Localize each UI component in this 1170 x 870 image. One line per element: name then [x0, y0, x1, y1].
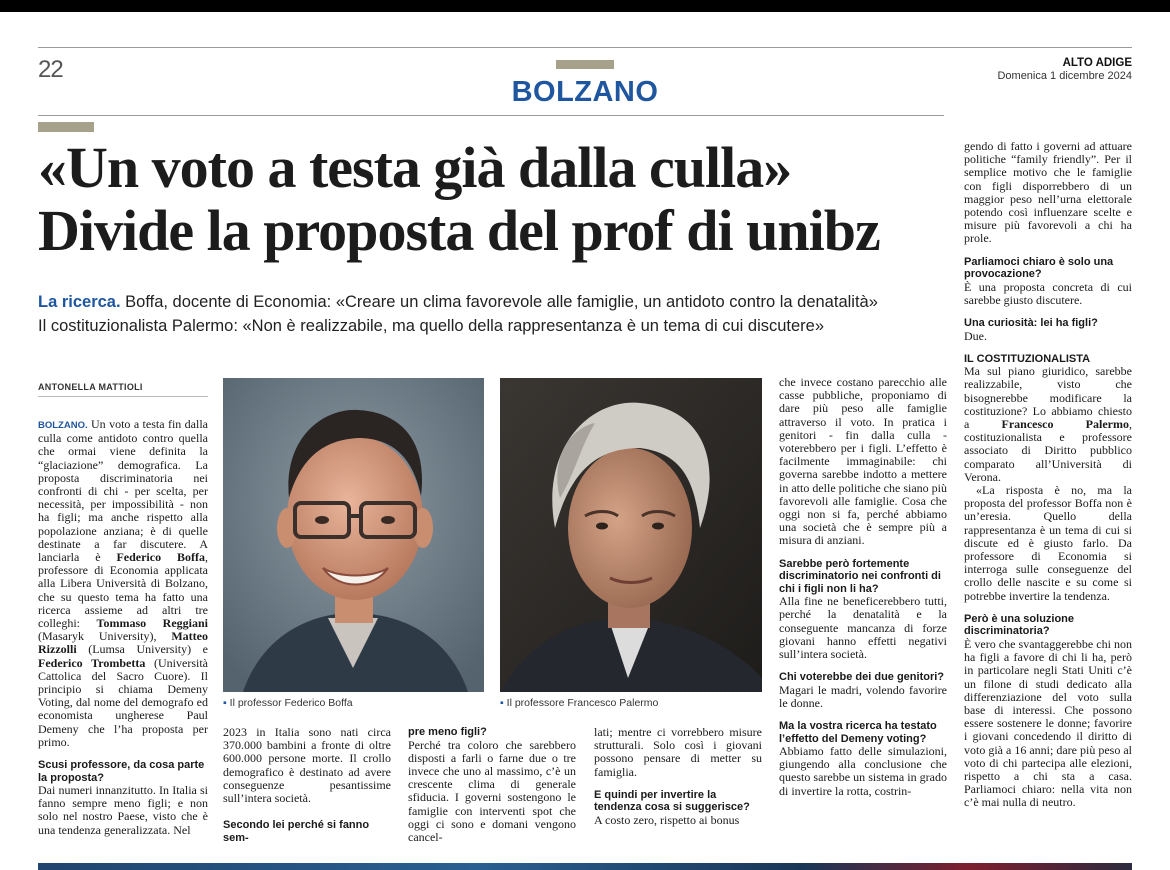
byline: ANTONELLA MATTIOLI	[38, 382, 208, 397]
paper-masthead	[997, 57, 1132, 83]
top-black-bar	[0, 0, 1170, 12]
column-5	[779, 376, 947, 798]
question: E quindi per invertire la tendenza cosa si suggerisce?	[594, 788, 750, 814]
body-text: lati; mentre ci vorrebbero misure strutturali. Solo così i giovani possono pensare di metter su famiglia.	[594, 725, 762, 779]
photo-francesco-palermo	[500, 378, 762, 692]
question: Però è una soluzione discriminatoria?	[964, 612, 1075, 638]
dateline: BOLZANO.	[38, 420, 88, 431]
answer: È una proposta concreta di cui sarebbe giusto discutere.	[964, 279, 1132, 307]
headline-line-1: «Un voto a testa già dalla culla»	[38, 135, 792, 200]
caption-boffa	[223, 697, 353, 709]
answer: Magari le madri, volendo favorire le donne.	[779, 682, 947, 710]
kicker-bar	[38, 122, 94, 132]
answer: Alla fine ne beneficerebbero tutti, perché la denatalità e la conseguente mancanza di forze giovani hanno effetti negativi sull’intera società.	[779, 594, 947, 661]
answer: È vero che svantaggerebbe chi non ha figli a favore di chi li ha, però in particolare negli Stati Uniti c’è un filone di studi dedicato alla differenziazione del voto sulla base di interessi. Che possono essere sostenere le donne; favorire i giovani concedendo il diritto di voto già a 16 anni; dare più peso al voto di chi partecipa alle elezioni, rispetto a chi sta a casa. Parliamoci chiaro: nella vita non c’è mai nulla di neutro.	[964, 636, 1132, 810]
quote-text: «La risposta è no, ma la proposta del professor Boffa non è un’eresia. Quello della rappresentanza è un tema di cui si discute ed è giusto farlo. Da professore di Economia si interroga sulle conseguenze del crollo delle nascite e su come si potrebbe invertire la tendenza.	[964, 483, 1132, 603]
subheadline-line-1: Boffa, docente di Economia: «Creare un clima favorevole alle famiglie, un antidoto contro la denatalità»	[125, 293, 878, 311]
answer: Perché tra coloro che sarebbero disposti a farli o farne due o tre invece che uno al massimo, c’è un crescente clima di generale sfiducia. I governi sostengono le famiglie con interventi spot che oggi ci sono e domani vengono cancel-	[408, 737, 576, 844]
headline	[38, 136, 953, 262]
body-text: 2023 in Italia sono nati circa 370.000 bambini a fronte di oltre 600.000 persone morte. Il crollo demografico è destinato ad avere conseguenze pesantissime sull’intera società.	[223, 725, 391, 806]
answer: Abbiamo fatto delle simulazioni, giungendo alla conclusione che questo sarebbe un sistema in grado di invertire la rotta, costrin-	[779, 744, 947, 798]
body-text: Ma sul piano giuridico, sarebbe realizzabile, visto che bisognerebbe modificare la costituzione? Lo abbiamo chiesto a	[964, 364, 1132, 432]
body-text: (Università Cattolica del Sacro Cuore). Il principio si chiama Demeny Voting, dal nome del demografo ed economista ungherese Paul Demeny che l’ha proposta per primo.	[38, 655, 208, 749]
section-bar	[556, 60, 614, 69]
question: Ma la vostra ricerca ha testato l’effetto del Demeny voting?	[779, 720, 937, 745]
answer: Dai numeri innanzitutto. In Italia si fanno sempre meno figli; e non solo nel nostro Paese, visto che è una tendenza generalizzata. Nel	[38, 783, 208, 837]
page-number: 22	[38, 56, 63, 83]
question: pre meno figli?	[408, 726, 487, 738]
body-text: Un voto a testa fin dalla culla come antidoto contro quella che ormai viene definita la “glaciazione” demografica. La proposta discriminatoria nei confronti di chi - per scelta, per necessità, per impossibilità - non ha figli; ma anche rispetto alla popolazione anziana; è di quelle destinate a far discutere. A lanciarla è	[38, 417, 208, 565]
subsection-heading: IL COSTITUZIONALISTA	[964, 352, 1091, 365]
column-2	[223, 726, 391, 844]
portrait-boffa-illustration	[223, 378, 484, 692]
name-boffa: Federico Boffa	[116, 550, 205, 565]
question: Sarebbe però fortemente discriminatorio nei confronti di chi i figli non li ha?	[779, 557, 941, 595]
subheadline-label: La ricerca.	[38, 293, 121, 311]
body-text: (Masaryk University),	[38, 629, 172, 644]
subheadline	[38, 290, 953, 338]
body-text: , costituzionalista e professore associato di Diritto pubblico comparato all’Università di Verona.	[964, 417, 1132, 484]
photo-federico-boffa	[223, 378, 484, 692]
name-reggiani: Tommaso Reggiani	[96, 616, 208, 631]
column-3	[408, 726, 576, 844]
bottom-ad-strip	[38, 863, 1132, 870]
column-4	[594, 726, 762, 827]
column-1	[38, 418, 208, 837]
question: Parliamoci chiaro è solo una provocazione?	[964, 255, 1114, 281]
headline-line-2: Divide la proposta del prof di unibz	[38, 198, 880, 263]
subheadline-line-2: Il costituzionalista Palermo: «Non è realizzabile, ma quello della rappresentanza è un tema di cui discutere»	[38, 317, 825, 335]
body-text: che invece costano parecchio alle casse pubbliche, proponiamo di dare più peso alle famiglie attraverso il voto. In pratica i genitori - fin dalla culla - voterebbero per i figli. L’effetto è facilmente immaginabile: chi governa sarebbe indotto a mettere in atto delle politiche che siano più favorevoli alle famiglie. Cosa che oggi non si fa, perché abbiamo una società che è sempre più a misura di anziani.	[779, 375, 947, 548]
question: Chi voterebbe dei due genitori?	[779, 671, 945, 684]
portrait-palermo-illustration	[500, 378, 762, 692]
name-palermo: Francesco Palermo	[1001, 417, 1129, 432]
answer: Due.	[964, 328, 987, 343]
paper-name: ALTO ADIGE	[1062, 57, 1132, 69]
name-trombetta: Federico Trombetta	[38, 655, 146, 670]
body-text: (Lumsa University) e	[76, 642, 208, 657]
body-text: gendo di fatto i governi ad attuare politiche “family friendly”. Per il semplice motivo che le famiglie con figli disporrebbero di un maggior peso nell’urna elettorale potendo così influenzare scelte e misure più favorevoli a chi ha prole.	[964, 139, 1132, 246]
section-title: BOLZANO	[511, 76, 659, 108]
header-rule	[38, 47, 1132, 48]
body-text: , professore di Economia applicata alla Libera Università di Bolzano, che su questo tema ha fatto una ricerca assieme ad altri tre colleghi:	[38, 550, 208, 631]
column-6	[964, 140, 1132, 810]
name-rizzolli: Matteo Rizzolli	[38, 629, 208, 657]
caption-text: Il professore Francesco Palermo	[506, 697, 659, 709]
question: Secondo lei perché si fanno sem-	[223, 819, 370, 844]
headline-rule	[38, 115, 944, 116]
caption-palermo	[500, 697, 658, 709]
question: Scusi professore, da cosa parte la proposta?	[38, 759, 205, 784]
question: Una curiosità: lei ha figli?	[964, 317, 1098, 330]
answer: A costo zero, rispetto ai bonus	[594, 812, 740, 827]
caption-text: Il professor Federico Boffa	[229, 697, 353, 709]
caption-bullet-icon: ▪	[223, 697, 227, 709]
caption-bullet-icon: ▪	[500, 697, 504, 709]
issue-date: Domenica 1 dicembre 2024	[997, 70, 1132, 82]
